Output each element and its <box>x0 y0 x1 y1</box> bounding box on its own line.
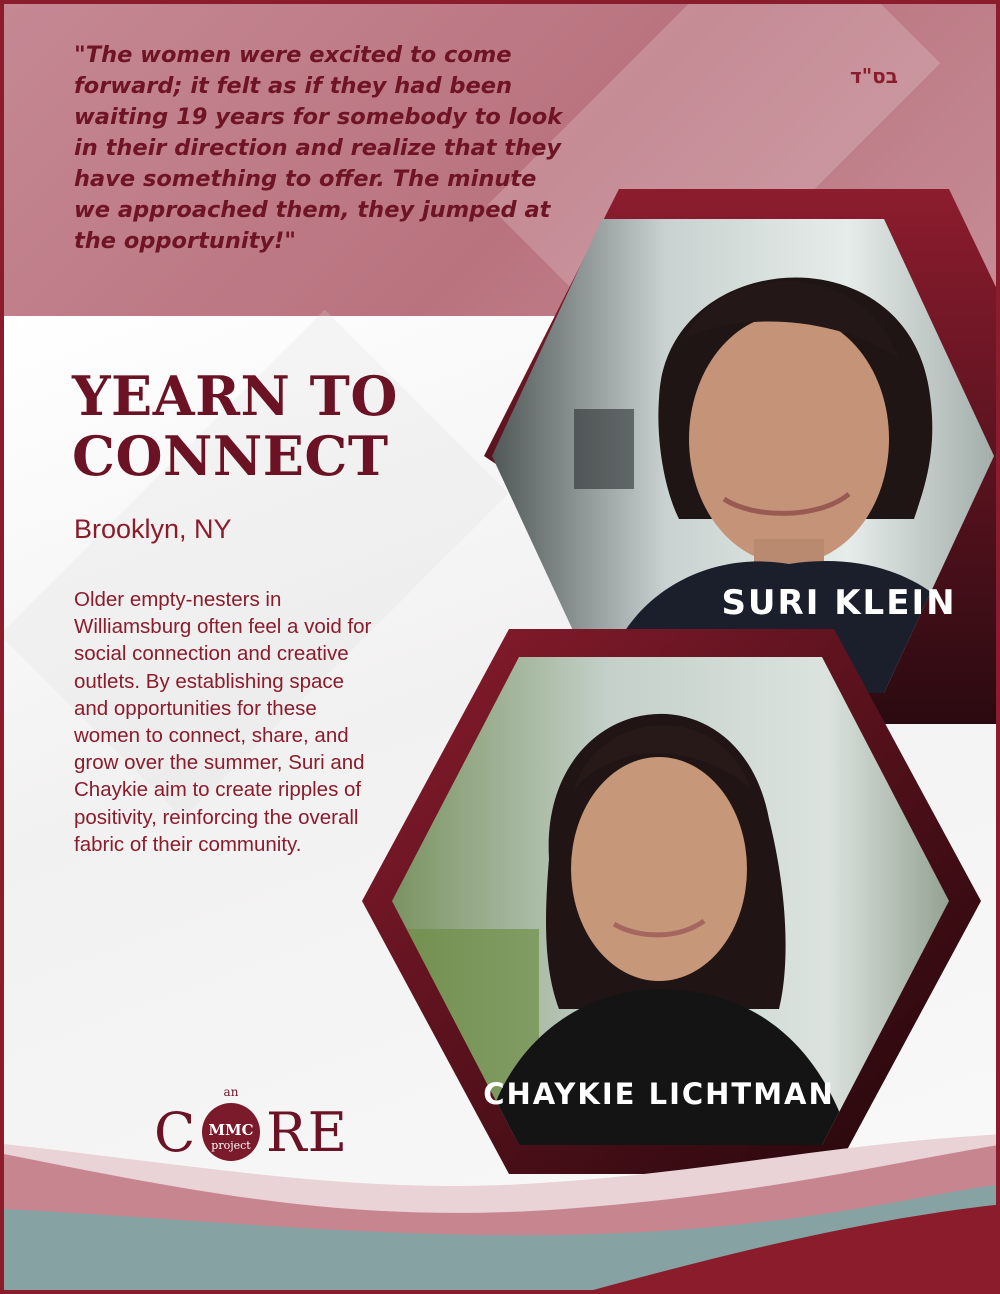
logo-letter-c: C <box>154 1101 197 1164</box>
name-label-suri: SURI KLEIN <box>721 583 957 623</box>
bsd-mark: בס"ד <box>850 64 898 88</box>
name-label-chaykie: CHAYKIE LICHTMAN <box>483 1077 835 1111</box>
title-line-1: YEARN TO <box>72 364 398 428</box>
badge-middle-text: MMC <box>208 1121 254 1139</box>
core-logo <box>154 1079 394 1169</box>
mmc-badge <box>202 1085 260 1161</box>
title-line-2: CONNECT <box>72 424 389 488</box>
location: Brooklyn, NY <box>74 514 232 544</box>
pull-quote: "The women were excited to come forward; it felt as if they had been waiting 19 years for somebody to look in their direction and realize that they have something to offer. The minute we approached them, they jumped at the opportunity!" <box>74 42 563 254</box>
description: Older empty-nesters in Williamsburg often feel a void for social connection and creative outlets. By establishing space and opportunities for these women to connect, share, and grow over the summer, Suri and Chaykie aim to create ripples of positivity, reinforcing the overall fabric of their community. <box>74 588 372 856</box>
logo-letters-re: RE <box>266 1101 349 1164</box>
page-title <box>72 366 492 486</box>
badge-top-text: an <box>223 1085 239 1099</box>
badge-bottom-text: project <box>211 1139 251 1152</box>
portrait-frame-chaykie <box>359 629 984 1174</box>
